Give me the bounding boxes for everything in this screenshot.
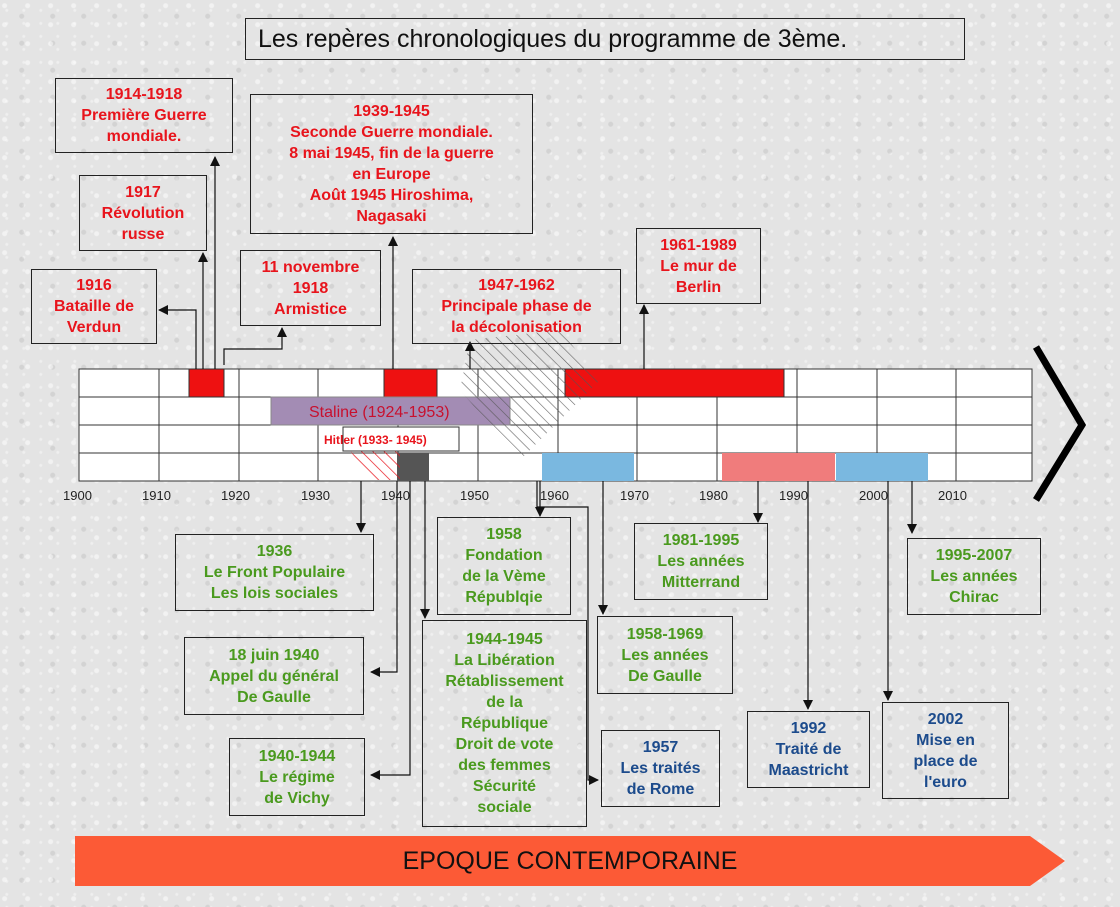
event-1947-1962: 1947-1962 Principale phase de la décolonisation — [412, 269, 621, 344]
event-1914-1918: 1914-1918 Première Guerre mondiale. — [55, 78, 233, 153]
event-1939-1945: 1939-1945 Seconde Guerre mondiale. 8 mai 1945, fin de la guerre en Europe Août 1945 Hiroshima, Nagasaki — [250, 94, 533, 234]
year-label: 2010 — [938, 488, 967, 503]
event-1944-1945: 1944-1945 La Libération Rétablissement de la République Droit de vote des femmes Sécurité sociale — [422, 620, 587, 827]
staline-label: Staline (1924-1953) — [309, 404, 450, 421]
bar-mitterrand — [722, 453, 835, 481]
event-1917: 1917 Révolution russe — [79, 175, 207, 251]
year-label: 2000 — [859, 488, 888, 503]
event-1961-1989: 1961-1989 Le mur de Berlin — [636, 228, 761, 304]
bar-ww1 — [189, 369, 224, 397]
event-1918-armistice: 11 novembre 1918 Armistice — [240, 250, 381, 326]
year-label: 1900 — [63, 488, 92, 503]
year-label: 1930 — [301, 488, 330, 503]
event-2002: 2002 Mise en place de l'euro — [882, 702, 1009, 799]
page-title: Les repères chronologiques du programme de 3ème. — [245, 18, 965, 60]
event-1995-2007: 1995-2007 Les années Chirac — [907, 538, 1041, 615]
event-1916: 1916 Bataille de Verdun — [31, 269, 157, 344]
event-1992: 1992 Traité de Maastricht — [747, 711, 870, 788]
bar-vichy — [397, 453, 429, 481]
bar-berlin-wall — [565, 369, 784, 397]
event-1981-1995: 1981-1995 Les années Mitterrand — [634, 523, 768, 600]
event-18-juin-1940: 18 juin 1940 Appel du général De Gaulle — [184, 637, 364, 715]
bar-chirac — [836, 453, 928, 481]
year-label: 1950 — [460, 488, 489, 503]
hitler-label: Hitler (1933- 1945) — [324, 433, 427, 447]
epoch-banner: EPOQUE CONTEMPORAINE — [402, 846, 738, 875]
year-axis — [63, 488, 967, 503]
year-label: 1980 — [699, 488, 728, 503]
year-label: 1960 — [540, 488, 569, 503]
timeline-arrowhead — [1036, 347, 1082, 500]
event-1940-1944: 1940-1944 Le régime de Vichy — [229, 738, 365, 816]
bar-ww2 — [384, 369, 437, 397]
event-1958-1969: 1958-1969 Les années De Gaulle — [597, 616, 733, 694]
year-label: 1910 — [142, 488, 171, 503]
year-label: 1990 — [779, 488, 808, 503]
year-label: 1970 — [620, 488, 649, 503]
event-1958-fondation: 1958 Fondation de la Vème Républqie — [437, 517, 571, 615]
year-label: 1920 — [221, 488, 250, 503]
bar-de-gaulle — [542, 453, 634, 481]
event-1957: 1957 Les traités de Rome — [601, 730, 720, 807]
year-label: 1940 — [381, 488, 410, 503]
event-1936: 1936 Le Front Populaire Les lois sociales — [175, 534, 374, 611]
